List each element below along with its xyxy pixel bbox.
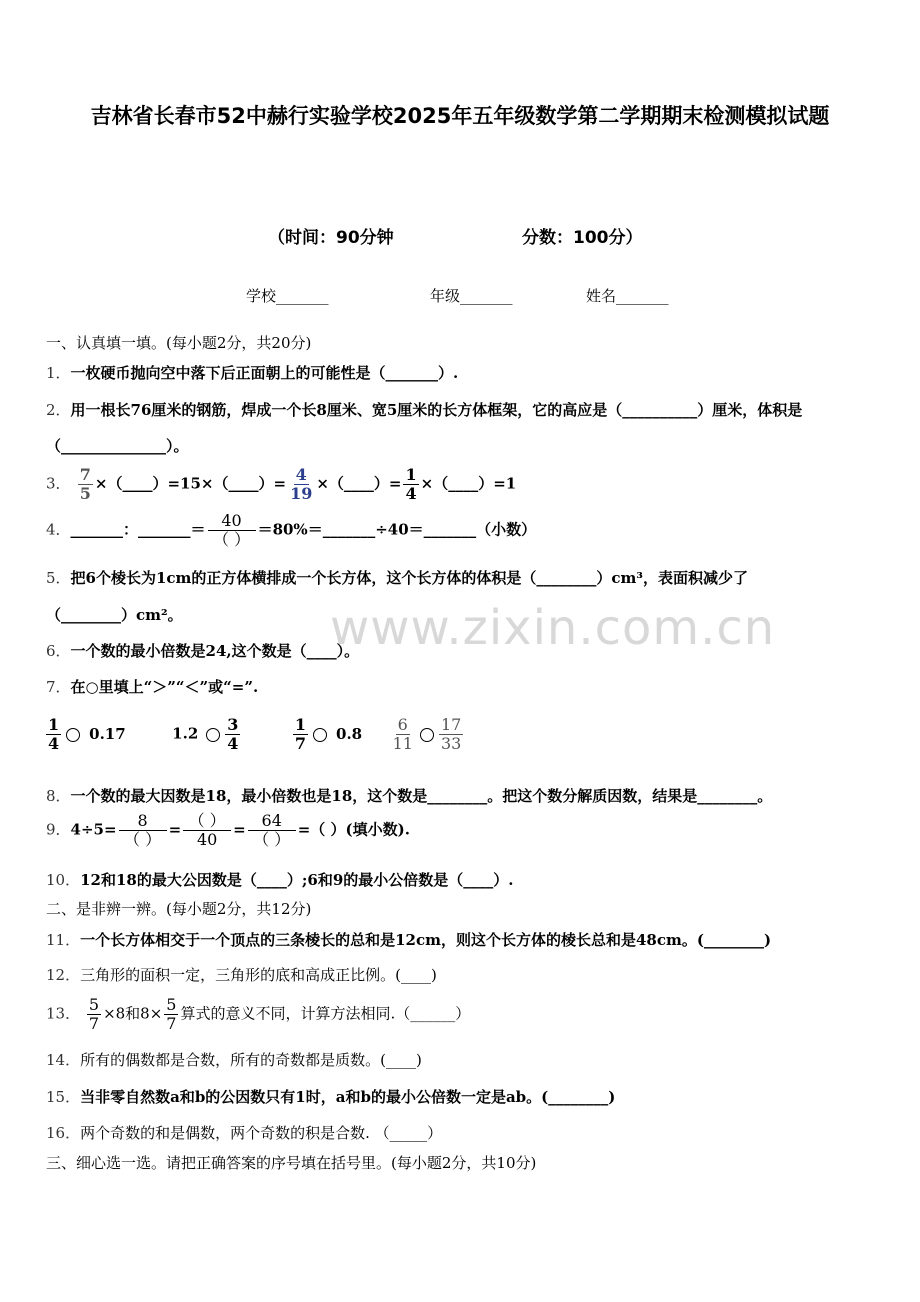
question-text: 当非零自然数a和b的公因数只有1时，a和b的最小公倍数一定是ab。(________): [80, 1088, 616, 1106]
question-text: 三角形的面积一定，三角形的底和高成正比例。(____): [80, 966, 437, 984]
question-number: 12．: [46, 966, 81, 984]
question-number: 11．: [46, 931, 81, 949]
question-7: [46, 676, 258, 697]
page-title: 吉林省长春市52中赫行实验学校2025年五年级数学第二学期期末检测模拟试题: [90, 104, 830, 128]
question-8: [46, 785, 772, 806]
question-number: 14．: [46, 1051, 81, 1069]
question-text: ＝80%＝_______÷40＝_______（小数）: [257, 520, 537, 539]
exam-time: （时间：90分钟: [268, 228, 394, 248]
question-text: 在○里填上“＞”“＜”或“=”.: [70, 678, 259, 696]
question-text: ×（____）=1: [420, 474, 517, 493]
question-number: 10．: [46, 871, 81, 889]
question-number: 2．: [46, 401, 71, 419]
question-6: [46, 640, 359, 661]
fraction: $\frac{40}{( )}$: [208, 512, 256, 549]
fraction: $\frac{64}{( )}$: [248, 812, 296, 849]
question-5-continued: （________）cm²。: [46, 606, 183, 624]
question-number: 7．: [46, 678, 71, 696]
question-text: _______：_______＝: [70, 520, 206, 539]
question-text: ×（____）=15×（____）=: [94, 474, 287, 493]
fraction: $\frac{8}{( )}$: [119, 812, 167, 849]
question-text: 用一根长76厘米的钢筋，焊成一个长8厘米、宽5厘米的长方体框架，它的高应是（__________）厘米，体积是: [70, 401, 803, 419]
fraction: $\frac{6}{11}$: [392, 715, 413, 753]
question-11: [46, 929, 771, 950]
question-7-items: [44, 716, 465, 753]
question-text: 所有的偶数都是合数，所有的奇数都是质数。(____): [80, 1051, 422, 1069]
question-text: =: [168, 820, 182, 839]
compare-value: 1.2: [172, 724, 199, 743]
fraction: $\frac{( )}{40}$: [183, 812, 231, 849]
question-1: [46, 362, 458, 383]
question-16: [46, 1122, 442, 1143]
question-number: 3．: [46, 474, 71, 493]
section-1-heading: 一、认真填一填。(每小题2分，共20分): [46, 334, 312, 352]
question-3: [46, 466, 516, 503]
section-3-heading: 三、细心选一选。请把正确答案的序号填在括号里。(每小题2分，共10分): [46, 1154, 537, 1172]
fraction: $\frac{7}{5}$: [79, 465, 91, 503]
question-text: 一个数的最大因数是18，最小倍数也是18，这个数是________。把这个数分解质因数，结果是________。: [70, 787, 773, 805]
compare-circle[interactable]: [66, 728, 80, 742]
exam-score: 分数：100分）: [522, 228, 643, 248]
question-2: [46, 399, 802, 420]
question-9: [46, 812, 410, 849]
question-text: =: [233, 820, 246, 839]
question-number: 13．: [46, 1004, 81, 1023]
question-number: 15．: [46, 1088, 81, 1106]
question-12: [46, 964, 437, 985]
question-number: 8．: [46, 787, 71, 805]
question-number: 1．: [46, 364, 71, 382]
question-number: 9．: [46, 820, 71, 839]
question-number: 16．: [46, 1124, 81, 1142]
fraction: $\frac{1}{4}$: [405, 465, 417, 503]
question-2-continued: （______________）。: [46, 437, 189, 455]
grade-field[interactable]: 年级_______: [430, 287, 513, 305]
question-text: ×（____）=: [316, 474, 402, 493]
question-text: 12和18的最大公因数是（____）;6和9的最小公倍数是（____）.: [80, 871, 514, 889]
question-4: [46, 512, 536, 549]
question-text: 一个数的最小倍数是24,这个数是（____）。: [70, 642, 360, 660]
question-5: [46, 567, 748, 588]
compare-circle[interactable]: [313, 728, 327, 742]
school-field[interactable]: 学校_______: [246, 287, 329, 305]
compare-circle[interactable]: [206, 728, 220, 742]
question-text: 把6个棱长为1cm的正方体横排成一个长方体，这个长方体的体积是（________）cm³，表面积减少了: [70, 569, 749, 587]
question-text: 一枚硬币抛向空中落下后正面朝上的可能性是（_______）.: [70, 364, 459, 382]
fraction: $\frac{4}{19}$: [290, 465, 313, 503]
question-number: 4．: [46, 520, 71, 539]
question-text: 算式的意义不同，计算方法相同.（______）: [180, 1004, 471, 1023]
question-15: [46, 1086, 615, 1107]
fraction: $\frac{3}{4}$: [227, 715, 239, 753]
question-text: 两个奇数的和是偶数，两个奇数的积是合数. （_____）: [80, 1124, 443, 1142]
question-text: 4÷5=: [70, 820, 117, 839]
question-text: 一个长方体相交于一个顶点的三条棱长的总和是12cm，则这个长方体的棱长总和是48cm。(________): [80, 931, 772, 949]
question-14: [46, 1049, 422, 1070]
watermark: www.zixin.com.cn: [330, 600, 776, 656]
question-10: [46, 869, 513, 890]
question-text: ×8和8×: [103, 1004, 163, 1023]
question-number: 6．: [46, 642, 71, 660]
fraction: $\frac{17}{33}$: [440, 715, 462, 753]
compare-circle[interactable]: [420, 728, 434, 742]
fraction: $\frac{1}{4}$: [48, 715, 60, 753]
compare-value: 0.17: [89, 724, 126, 743]
section-2-heading: 二、是非辨一辨。(每小题2分，共12分): [46, 900, 312, 918]
question-text: =（ ）(填小数).: [297, 820, 410, 839]
fraction: $\frac{5}{7}$: [166, 995, 177, 1033]
compare-value: 0.8: [336, 724, 363, 743]
question-13: [46, 996, 470, 1033]
fraction: $\frac{1}{7}$: [294, 715, 307, 753]
question-number: 5．: [46, 569, 71, 587]
name-field[interactable]: 姓名_______: [586, 287, 669, 305]
fraction: $\frac{5}{7}$: [88, 995, 100, 1033]
